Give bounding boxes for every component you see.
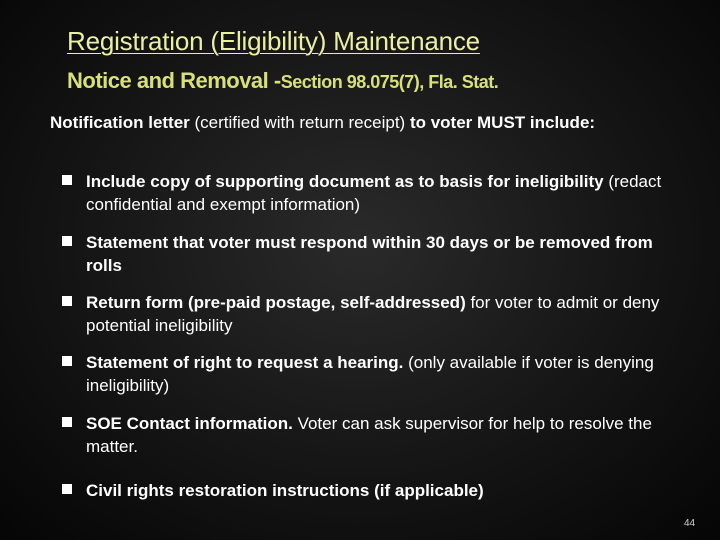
square-bullet-icon bbox=[62, 175, 72, 185]
square-bullet-icon bbox=[62, 417, 72, 427]
list-item-bold: Statement of right to request a hearing. bbox=[86, 353, 404, 372]
intro-bold-tail: to voter MUST include: bbox=[409, 113, 596, 132]
list-item-text bbox=[86, 291, 690, 337]
slide-title: Registration (Eligibility) Maintenance bbox=[67, 26, 480, 56]
list-item-text bbox=[86, 479, 690, 502]
list-item-bold: Statement that voter must respond within 30 days or be removed from rolls bbox=[86, 233, 653, 275]
square-bullet-icon bbox=[62, 484, 72, 494]
list-item-bold: Civil rights restoration instructions (if applicable) bbox=[86, 481, 484, 500]
intro-bold-lead: Notification letter bbox=[50, 113, 190, 132]
list-item-text bbox=[86, 412, 690, 458]
subtitle-main: Notice and Removal - bbox=[67, 68, 281, 93]
slide-subtitle bbox=[67, 68, 498, 94]
square-bullet-icon bbox=[62, 236, 72, 246]
list-item-text bbox=[86, 351, 690, 397]
list-item-bold: SOE Contact information. bbox=[86, 414, 293, 433]
list-item-text bbox=[86, 231, 690, 277]
list-item-note: (redact confidential and exempt information) bbox=[86, 172, 662, 214]
list-item-note: Voter can ask supervisor for help to resolve the matter. bbox=[86, 414, 652, 456]
intro-paragraph bbox=[50, 112, 670, 133]
page-number: 44 bbox=[684, 518, 696, 529]
list-item-text bbox=[86, 170, 690, 216]
subtitle-section-reference: Section 98.075(7), Fla. Stat. bbox=[280, 72, 499, 92]
square-bullet-icon bbox=[62, 356, 72, 366]
intro-note: (certified with return receipt) bbox=[189, 113, 410, 132]
square-bullet-icon bbox=[62, 296, 72, 306]
list-item-bold: Return form (pre-paid postage, self-addressed) bbox=[86, 293, 466, 312]
list-item-note: for voter to admit or deny potential ineligibility bbox=[86, 293, 660, 335]
list-item-note: (only available if voter is denying ineligibility) bbox=[86, 353, 654, 395]
list-item-bold: Include copy of supporting document as to basis for ineligibility bbox=[86, 172, 609, 191]
